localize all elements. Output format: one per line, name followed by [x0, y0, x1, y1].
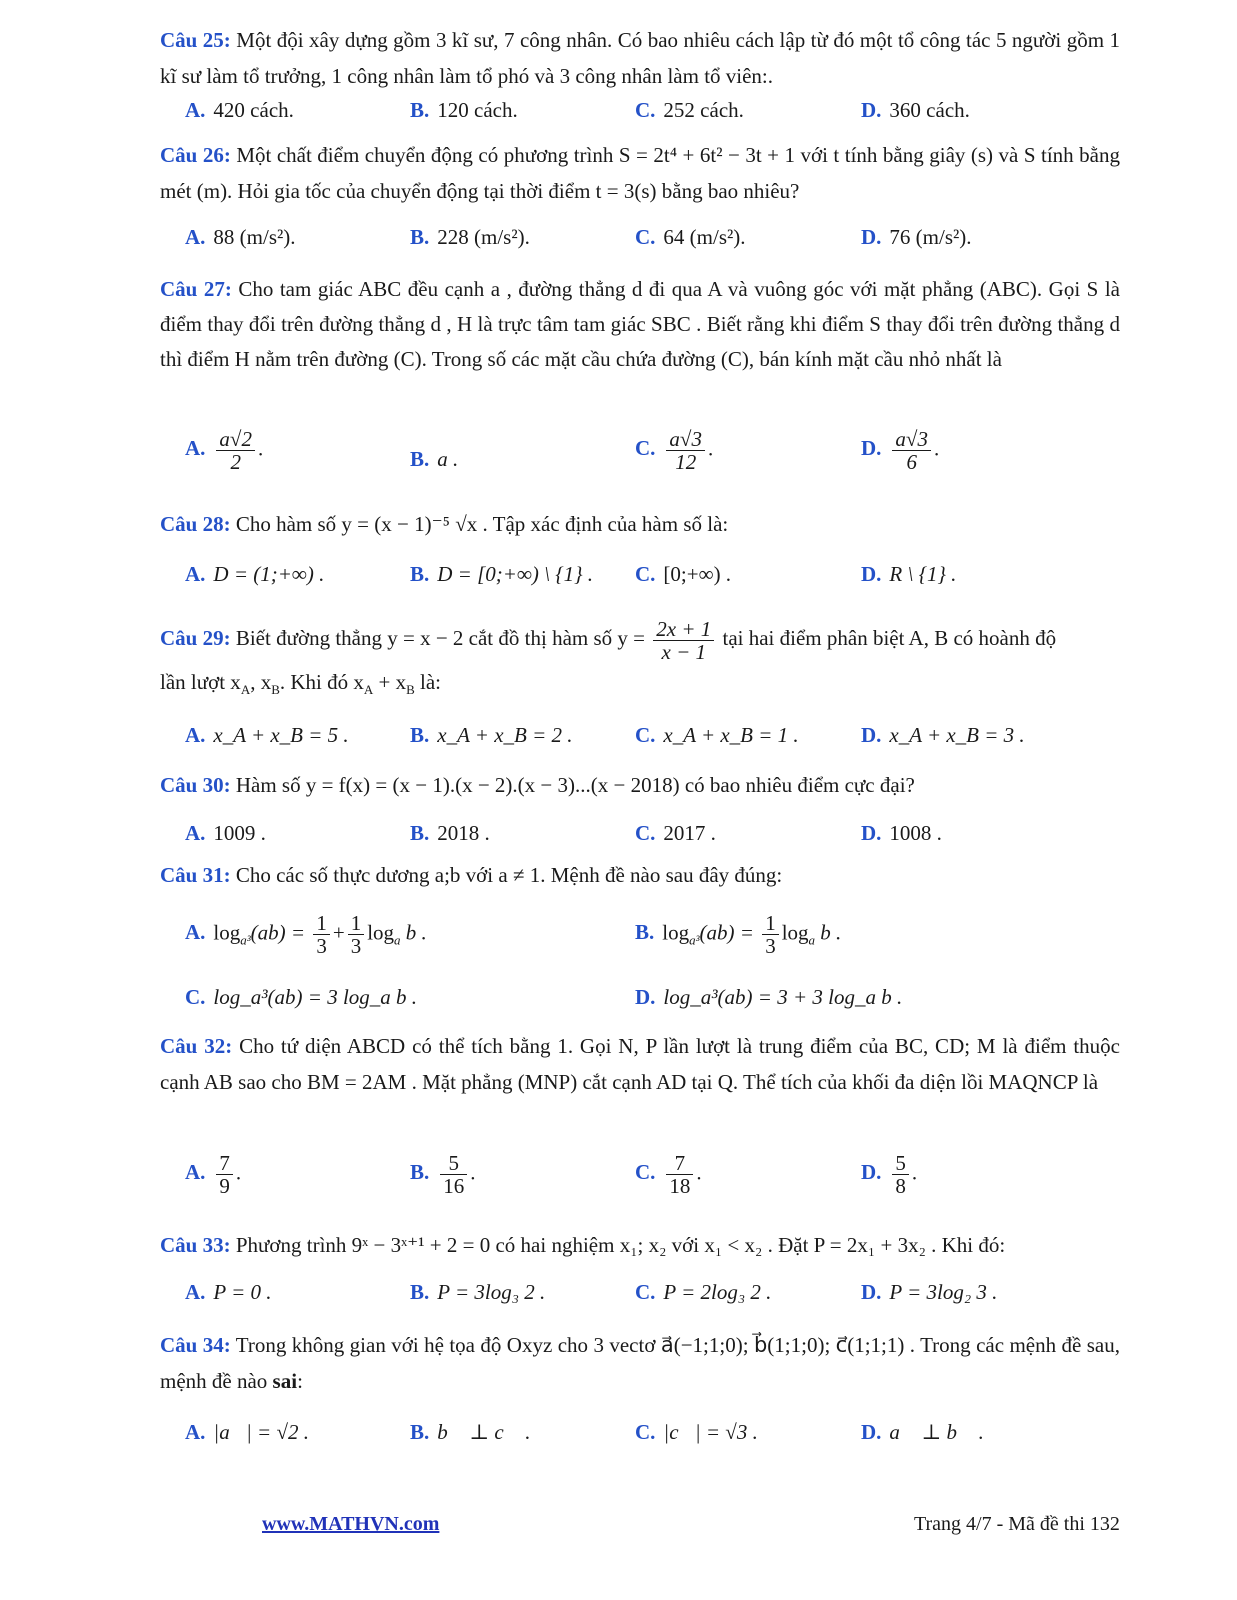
- option-c[interactable]: C. $\frac{a√3}{12}$ .: [635, 427, 714, 474]
- option-a[interactable]: A. |a⃗| = √2 .: [185, 1420, 309, 1444]
- emphasis-word: sai: [272, 1369, 298, 1393]
- question-34: Câu 34: Trong không gian với hệ tọa độ Oxyz cho 3 vectơ a⃗(−1;1;0); b⃗(1;1;0); c⃗(1;1;1) . Trong các mệnh đề sau, mệnh đề nào sai:: [160, 1333, 1120, 1393]
- option-b[interactable]: B. D = [0;+∞) \ {1} .: [410, 562, 594, 586]
- question-text: Cho tam giác ABC đều cạnh a , đường thẳng d đi qua A và vuông góc với mặt phẳng (ABC). Gọi S là điểm thay đổi trên đường thẳng d , H là trực tâm tam giác SBC . Biết rằng khi điểm S thay đổi trên đường thẳng d thì điểm H nằm trên đường (C). Trong số các mặt cầu chứa đường (C), bán kính mặt cầu nhỏ nhất là: [160, 277, 1120, 371]
- option-d[interactable]: D. log_a³(ab) = 3 + 3 log_a b .: [635, 985, 903, 1009]
- question-label: Câu 30:: [160, 773, 231, 797]
- footer-website-link[interactable]: www.MATHVN.com: [262, 1513, 440, 1535]
- option-b[interactable]: B. 120 cách.: [410, 98, 518, 122]
- option-a[interactable]: A. P = 0 .: [185, 1280, 272, 1304]
- option-c[interactable]: C. log_a³(ab) = 3 log_a b .: [185, 985, 418, 1009]
- option-c[interactable]: C. 252 cách.: [635, 98, 744, 122]
- question-text: Phương trình 9ˣ − 3ˣ⁺¹ + 2 = 0 có hai nghiệm x₁; x₂ với x₁ < x₂ . Đặt P = 2x₁ + 3x₂ . Khi đó:: [230, 1233, 1006, 1257]
- option-a[interactable]: A. D = (1;+∞) .: [185, 562, 325, 586]
- question-30: [160, 767, 1120, 803]
- option-d[interactable]: D. 360 cách.: [861, 98, 970, 122]
- question-25: [160, 22, 1120, 94]
- question-label: Câu 29:: [160, 626, 231, 650]
- question-label: Câu 28:: [160, 512, 231, 536]
- question-27: [160, 272, 1120, 377]
- option-b[interactable]: B. 228 (m/s²).: [410, 225, 530, 249]
- footer-page-info: Trang 4/7 - Mã đề thi 132: [914, 1513, 1120, 1535]
- question-label: Câu 25:: [160, 28, 231, 52]
- question-32: [160, 1028, 1120, 1100]
- option-b[interactable]: B. x_A + x_B = 2 .: [410, 723, 573, 747]
- question-33: [160, 1227, 1120, 1263]
- question-label: Câu 32:: [160, 1034, 233, 1058]
- question-29: Câu 29: Biết đường thẳng y = x − 2 cắt đồ thị hàm số y = $\frac{2x + 1}{x - 1}$ tại hai điểm phân biệt A, B có hoành độ lần lượt $x_A$, $x_B$. Khi đó $x_A + x_B$ là:: [160, 616, 1057, 698]
- question-label: Câu 34:: [160, 1333, 231, 1357]
- option-d[interactable]: D. a⃗ ⊥ b⃗ .: [861, 1420, 984, 1444]
- question-label: Câu 26:: [160, 143, 231, 167]
- option-b[interactable]: B. b⃗ ⊥ c⃗ .: [410, 1420, 531, 1444]
- question-text: Cho tứ diện ABCD có thể tích bằng 1. Gọi N, P lần lượt là trung điểm của BC, CD; M là điểm thuộc cạnh AB sao cho BM = 2AM . Mặt phẳng (MNP) cắt cạnh AD tại Q. Thể tích của khối đa diện lồi MAQNCP là: [160, 1034, 1120, 1094]
- option-b[interactable]: B. a .: [410, 447, 459, 471]
- option-b[interactable]: B. $\frac{5}{16}$ .: [410, 1151, 476, 1198]
- option-d[interactable]: D. $\frac{a√3}{6}$ .: [861, 427, 940, 474]
- question-31: [160, 857, 1120, 893]
- option-d[interactable]: D. 1008 .: [861, 821, 942, 845]
- option-a[interactable]: A. $\log_{a^3}(ab)$ = $\frac{1}{3}$ + $\frac{1}{3}$ $\log_a b$ .: [185, 911, 427, 958]
- option-d[interactable]: D. R \ {1} .: [861, 562, 957, 586]
- option-d[interactable]: D. $\frac{5}{8}$ .: [861, 1151, 918, 1198]
- option-c[interactable]: C. 2017 .: [635, 821, 716, 845]
- option-a[interactable]: A. x_A + x_B = 5 .: [185, 723, 349, 747]
- option-a[interactable]: A. 88 (m/s²).: [185, 225, 296, 249]
- question-26: [160, 137, 1120, 209]
- question-label: Câu 27:: [160, 277, 232, 301]
- option-c[interactable]: C. |c⃗| = √3 .: [635, 1420, 758, 1444]
- option-a[interactable]: A. $\frac{7}{9}$ .: [185, 1151, 242, 1198]
- option-d[interactable]: D. x_A + x_B = 3 .: [861, 723, 1025, 747]
- fraction: $\frac{2x + 1}{x - 1}$: [653, 618, 714, 663]
- option-c[interactable]: C. [0;+∞) .: [635, 562, 732, 586]
- option-b[interactable]: B. P = 3log₃ 2 .: [410, 1280, 546, 1304]
- question-text: Một chất điểm chuyển động có phương trình S = 2t⁴ + 6t² − 3t + 1 với t tính bằng giây (s) và S tính bằng mét (m). Hỏi gia tốc của chuyển động tại thời điểm t = 3(s) bằng bao nhiêu?: [160, 143, 1121, 203]
- option-c[interactable]: C. x_A + x_B = 1 .: [635, 723, 799, 747]
- question-text: Cho hàm số y = (x − 1)⁻⁵ √x . Tập xác định của hàm số là:: [230, 512, 729, 536]
- question-text: Một đội xây dựng gồm 3 kĩ sư, 7 công nhân. Có bao nhiêu cách lập từ đó một tổ công tác 5 người gồm 1 kĩ sư làm tổ trưởng, 1 công nhân làm tổ phó và 3 công nhân làm tổ viên:.: [160, 28, 1121, 88]
- option-c[interactable]: C. 64 (m/s²).: [635, 225, 746, 249]
- option-a[interactable]: A. 1009 .: [185, 821, 266, 845]
- question-28: [160, 506, 1120, 542]
- question-label: Câu 33:: [160, 1233, 231, 1257]
- option-a[interactable]: A. 420 cách.: [185, 98, 294, 122]
- option-c[interactable]: C. P = 2log₃ 2 .: [635, 1280, 772, 1304]
- question-text: Hàm số y = f(x) = (x − 1).(x − 2).(x − 3)...(x − 2018) có bao nhiêu điểm cực đại?: [230, 773, 915, 797]
- option-d[interactable]: D. P = 3log₂ 3 .: [861, 1280, 998, 1304]
- option-d[interactable]: D. 76 (m/s²).: [861, 225, 972, 249]
- question-text: Cho các số thực dương a;b với a ≠ 1. Mệnh đề nào sau đây đúng:: [230, 863, 783, 887]
- option-b[interactable]: B. 2018 .: [410, 821, 490, 845]
- option-c[interactable]: C. $\frac{7}{18}$ .: [635, 1151, 702, 1198]
- question-label: Câu 31:: [160, 863, 231, 887]
- option-a[interactable]: A. $\frac{a√2}{2}$ .: [185, 427, 264, 474]
- option-b[interactable]: B. $\log_{a^3}(ab)$ = $\frac{1}{3}$ $\log_a b$ .: [635, 911, 842, 958]
